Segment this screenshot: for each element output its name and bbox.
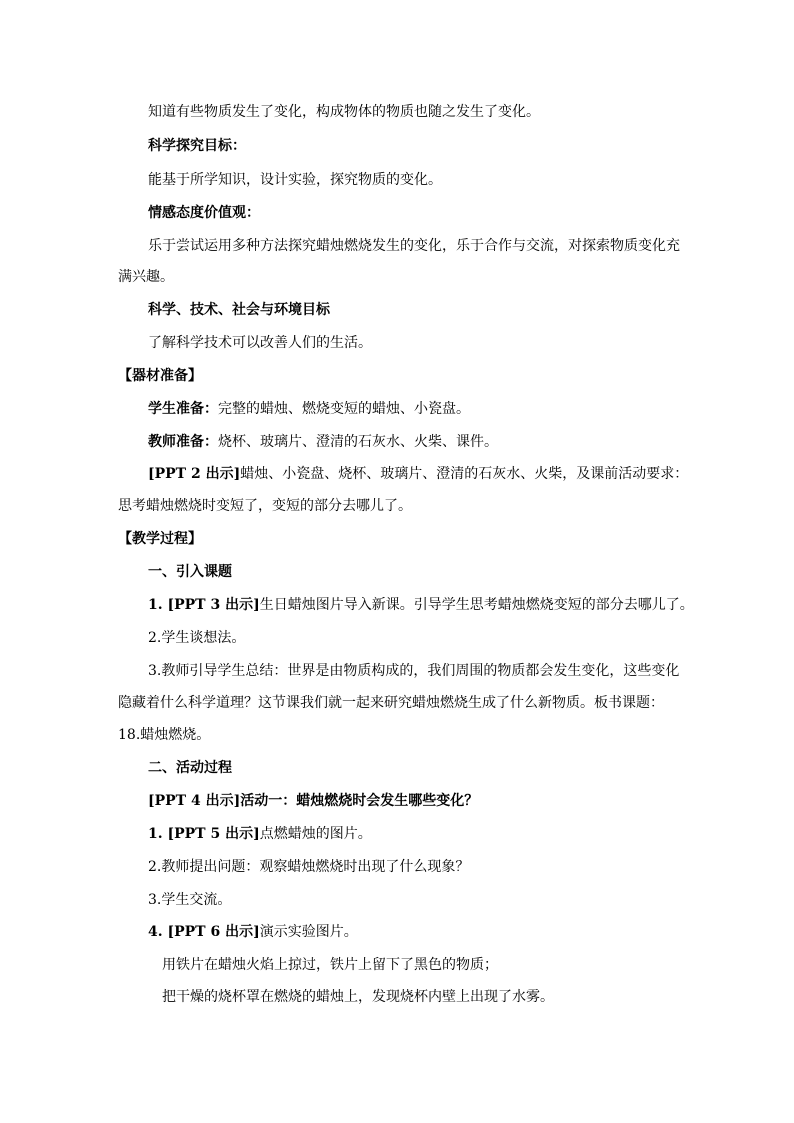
- text-span: 18.蜡烛燃烧。: [118, 727, 211, 743]
- text-line: [148, 924, 708, 940]
- text-span: 烧杯、玻璃片、澄清的石灰水、火柴、课件。: [218, 434, 498, 450]
- text-span: 演示实验图片。: [259, 924, 358, 940]
- section-heading: [148, 205, 708, 221]
- text-span: 3.学生交流。: [148, 892, 232, 908]
- text-line: [118, 498, 678, 514]
- text-span: 一、引入课题: [148, 564, 232, 580]
- text-span: 满兴趣。: [118, 269, 174, 285]
- ppt-tag: 4. [PPT 6 出示]: [148, 924, 260, 940]
- text-span: 活动一：蜡烛燃烧时会发生哪些变化？: [240, 793, 479, 809]
- text-span: 生日蜡烛图片导入新课。引导学生思考蜡烛燃烧变短的部分去哪儿了。: [259, 597, 694, 613]
- text-span: 情感态度价值观：: [148, 205, 260, 221]
- text-line: [148, 104, 708, 120]
- text-span: 2.教师提出问题：观察蜡烛燃烧时出现了什么现象？: [148, 859, 470, 875]
- text-line: [148, 597, 708, 613]
- text-line: [148, 434, 708, 450]
- text-span: 科学探究目标：: [148, 138, 246, 154]
- text-span: 点燃蜡烛的图片。: [259, 826, 372, 842]
- text-span: 科学、技术、社会与环境目标: [148, 302, 330, 318]
- text-span: 【教学过程】: [118, 531, 202, 547]
- label-span: 学生准备：: [148, 401, 218, 417]
- ppt-tag: [PPT 4 出示]: [148, 793, 241, 809]
- text-span: 3.教师引导学生总结：世界是由物质构成的，我们周围的物质都会发生变化，这些变化: [148, 663, 680, 679]
- text-line: [148, 859, 708, 875]
- text-line: [148, 401, 708, 417]
- text-span: 2.学生谈想法。: [148, 630, 246, 646]
- label-span: 教师准备：: [148, 434, 218, 450]
- text-span: 蜡烛、小瓷盘、烧杯、玻璃片、澄清的石灰水、火柴，及课前活动要求：: [240, 466, 689, 482]
- text-span: 思考蜡烛燃烧时变短了，变短的部分去哪儿了。: [118, 498, 412, 514]
- text-span: 用铁片在蜡烛火焰上掠过，铁片上留下了黑色的物质；: [162, 957, 498, 973]
- text-line: [148, 238, 708, 254]
- ppt-tag: 1. [PPT 3 出示]: [148, 597, 260, 613]
- text-span: 完整的蜡烛、燃烧变短的蜡烛、小瓷盘。: [218, 401, 470, 417]
- text-span: 【器材准备】: [118, 368, 202, 384]
- text-span: 二、活动过程: [148, 760, 232, 776]
- section-heading: [148, 760, 708, 776]
- text-line: [148, 826, 708, 842]
- text-span: 知道有些物质发生了变化，构成物体的物质也随之发生了变化。: [148, 104, 540, 120]
- text-line: [148, 172, 708, 188]
- section-heading: [148, 564, 708, 580]
- section-heading: [148, 302, 708, 318]
- ppt-tag: 1. [PPT 5 出示]: [148, 826, 260, 842]
- text-line: [118, 269, 678, 285]
- text-line: [148, 793, 708, 809]
- text-span: 隐藏着什么科学道理？这节课我们就一起来研究蜡烛燃烧生成了什么新物质。板书课题：: [118, 695, 664, 711]
- text-line: [162, 989, 722, 1005]
- ppt-tag: [PPT 2 出示]: [148, 466, 241, 482]
- text-line: [118, 727, 678, 743]
- section-heading: [148, 138, 708, 154]
- text-line: [148, 466, 708, 482]
- text-span: 把干燥的烧杯罩在燃烧的蜡烛上，发现烧杯内壁上出现了水雾。: [162, 989, 554, 1005]
- text-line: [148, 335, 708, 351]
- section-heading: [118, 531, 678, 547]
- text-span: 乐于尝试运用多种方法探究蜡烛燃烧发生的变化，乐于合作与交流，对探索物质变化充: [148, 238, 680, 254]
- text-span: 了解科学技术可以改善人们的生活。: [148, 335, 372, 351]
- text-line: [148, 663, 708, 679]
- section-heading: [118, 368, 678, 384]
- text-span: 能基于所学知识，设计实验，探究物质的变化。: [148, 172, 442, 188]
- text-line: [148, 630, 708, 646]
- text-line: [148, 892, 708, 908]
- text-line: [162, 957, 722, 973]
- text-line: [118, 695, 678, 711]
